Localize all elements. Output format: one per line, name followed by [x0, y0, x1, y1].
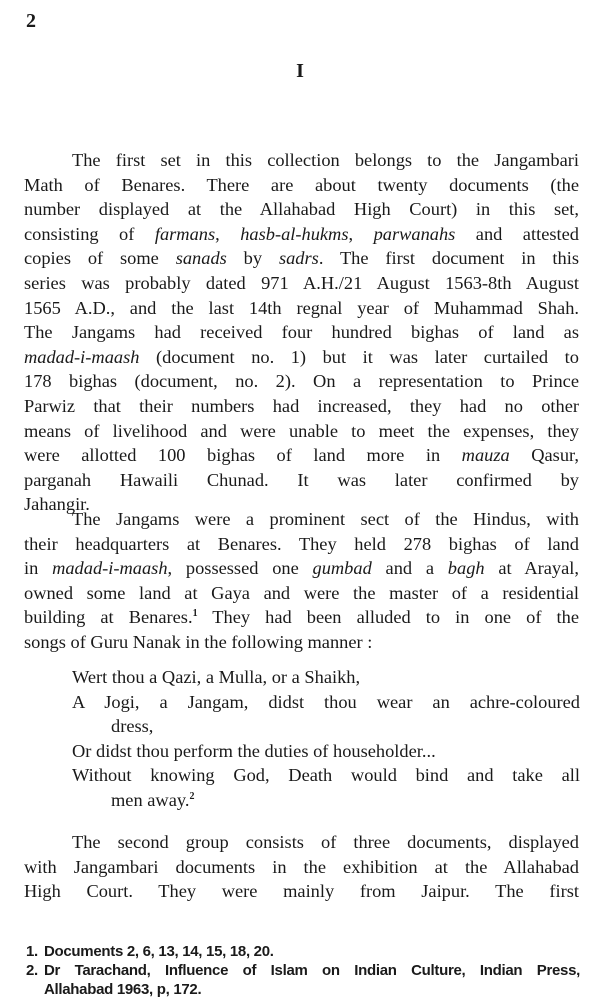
text-line: madad-i-maash (document no. 1) but it was later curtailed to [24, 346, 579, 367]
text-line: The Jangams were a prominent sect of the Hindus, with [72, 509, 579, 529]
paragraph-3 [24, 830, 579, 904]
text-line: building at Benares.$^1$ They had been alluded to in one of the [24, 607, 580, 628]
footnote-2 [26, 961, 580, 999]
text-line: consisting of farmans, hasb-al-hukms, parwanahs and attested [24, 223, 579, 244]
footnotes [26, 942, 580, 999]
footnote-1 [26, 942, 580, 961]
footnote-line: Allahabad 1963, p, 172. [44, 981, 202, 998]
text-line: with Jangambari documents in the exhibition at the Allahabad [24, 856, 579, 877]
text-line: copies of some sanads by sadrs. The first document in this [24, 248, 579, 269]
text-line: Math of Benares. There are about twenty documents (the [24, 174, 579, 195]
footnote-text [44, 961, 580, 999]
text-line: series was probably dated 971 A.H./21 August 1563-8th August [24, 272, 579, 293]
text-line: number displayed at the Allahabad High Court) in this set, [24, 199, 579, 220]
text-line: owned some land at Gaya and were the master of a residential [24, 582, 579, 603]
footnote-number: 2. [26, 962, 38, 979]
verse-quotation [72, 665, 580, 813]
text-line: Parwiz that their numbers had increased, they had no other [24, 395, 579, 416]
verse-line: men away.$^2$ [111, 789, 195, 810]
text-line: The first set in this collection belongs to the Jangambari [72, 150, 579, 170]
text-line: 178 bighas (document, no. 2). On a representation to Prince [24, 371, 579, 392]
section-heading: I [296, 60, 304, 82]
text-line: The Jangams had received four hundred bighas of land as [24, 322, 579, 343]
text-line: The second group consists of three documents, displayed [72, 832, 579, 852]
text-line: means of livelihood and were unable to meet the expenses, they [24, 420, 579, 441]
verse-line: Without knowing God, Death would bind and take all [72, 765, 580, 786]
text-line: songs of Guru Nanak in the following manner : [24, 631, 373, 652]
footnote-line: Dr Tarachand, Influence of Islam on Indian Culture, Indian Press, [44, 962, 580, 979]
verse-line: Wert thou a Qazi, a Mulla, or a Shaikh, [72, 667, 361, 687]
text-line: in madad-i-maash, possessed one gumbad and a bagh at Arayal, [24, 558, 579, 579]
verse-line: dress, [111, 716, 154, 737]
text-line: parganah Hawaili Chunad. It was later confirmed by [24, 469, 579, 490]
page-number: 2 [26, 10, 36, 32]
footnote-line: Documents 2, 6, 13, 14, 15, 18, 20. [44, 943, 274, 960]
text-line: their headquarters at Benares. They held 278 bighas of land [24, 533, 579, 554]
text-line: 1565 A.D., and the last 14th regnal year of Muhammad Shah. [24, 297, 579, 318]
footnote-number: 1. [26, 943, 38, 960]
text-line: were allotted 100 bighas of land more in mauza Qasur, [24, 445, 579, 466]
text-line: Jahangir. [24, 494, 90, 515]
paragraph-1 [24, 148, 579, 517]
verse-line: A Jogi, a Jangam, didst thou wear an achre-coloured [72, 691, 580, 712]
verse-line: Or didst thou perform the duties of householder... [72, 740, 436, 761]
text-line: High Court. They were mainly from Jaipur. The first [24, 881, 579, 902]
footnote-text [44, 942, 580, 961]
paragraph-2 [24, 507, 579, 655]
